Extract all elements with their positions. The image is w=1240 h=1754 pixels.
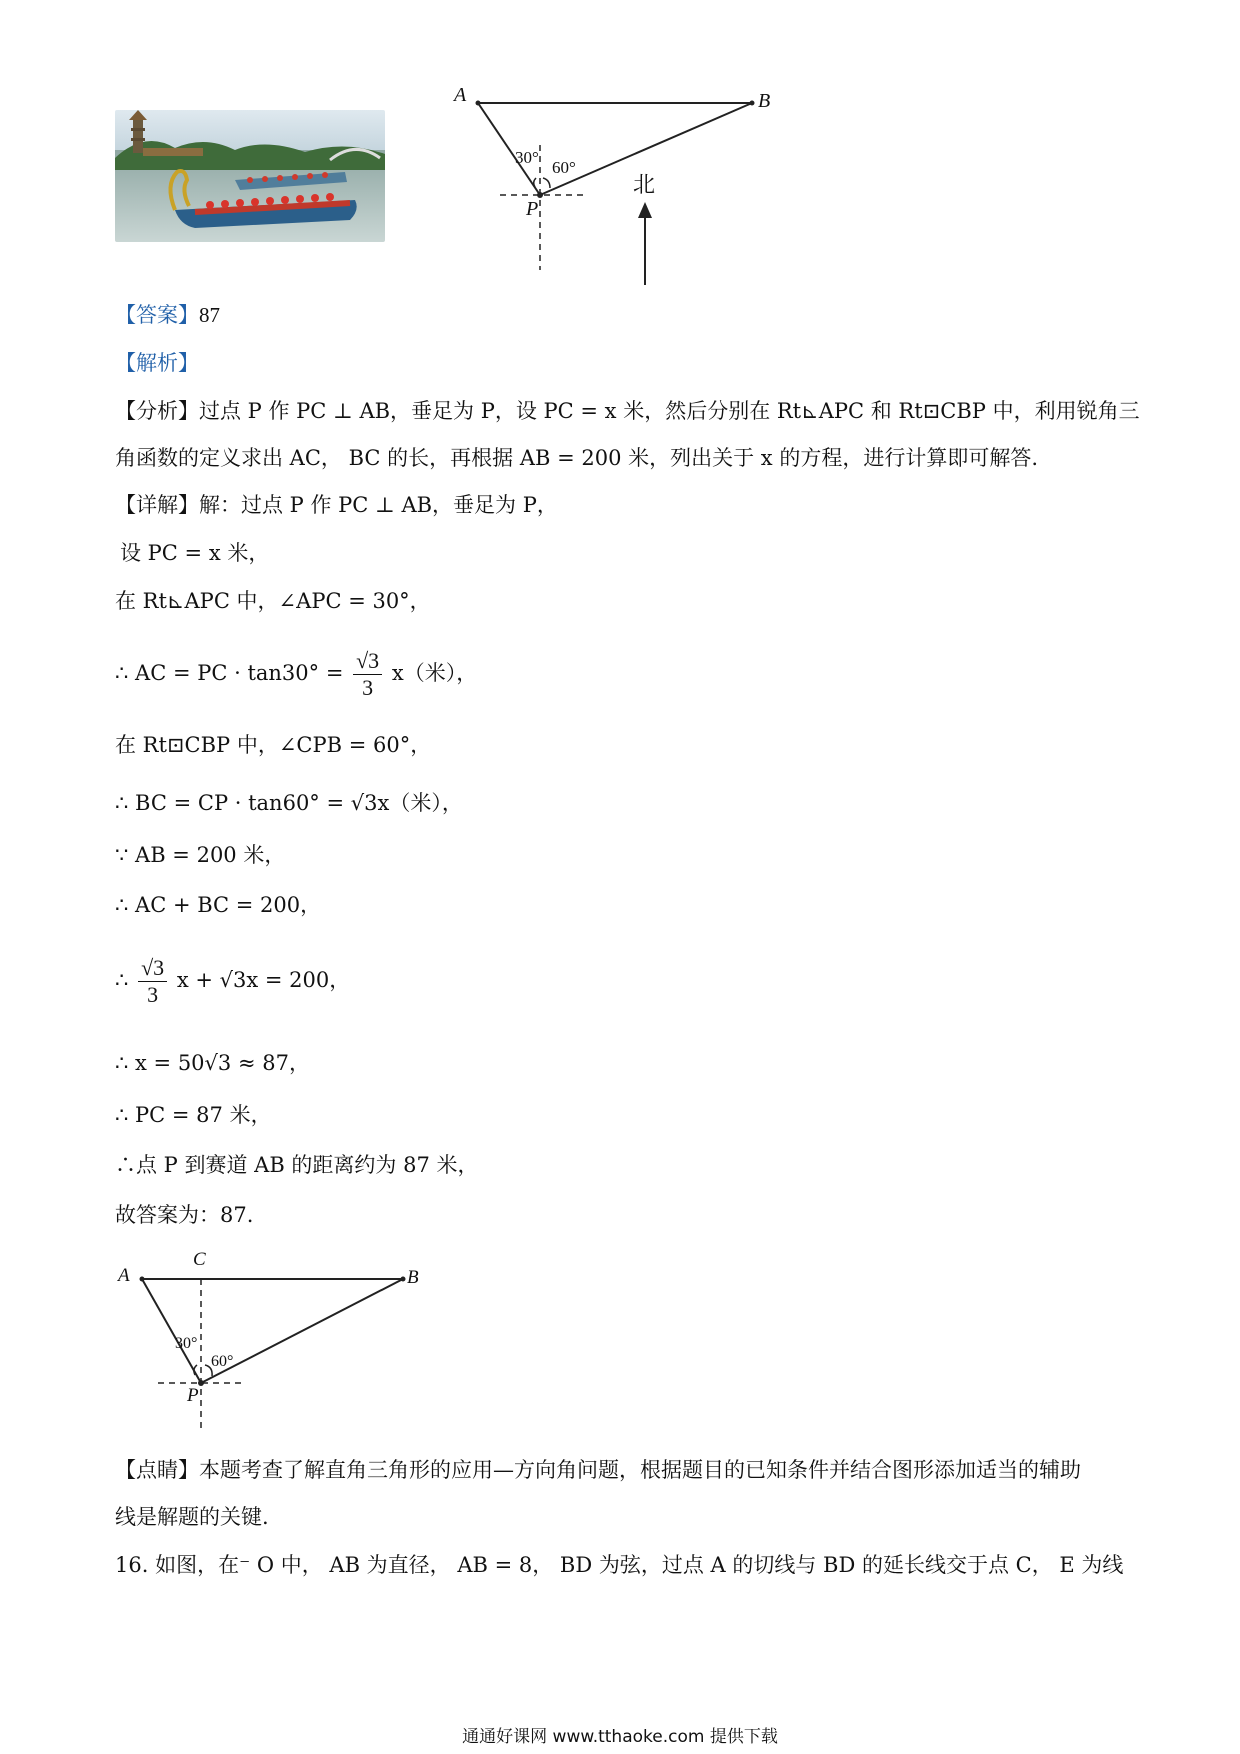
label-a: A (454, 84, 467, 106)
fraction-numerator-b: √3 (138, 955, 167, 982)
dianjing-line-2: 线是解题的关键. (115, 1505, 269, 1529)
fraction-denominator-b: 3 (147, 982, 159, 1007)
fraction-denominator: 3 (362, 675, 374, 700)
dianjing-label: 【点睛】 (115, 1458, 199, 1482)
xiangjie-line-2: 设 PC = x 米， (120, 541, 270, 565)
top-diagram (440, 84, 780, 290)
xiangjie-line-7: ∵ AB = 200 米， (115, 843, 286, 867)
fenxi-label: 【分析】 (115, 399, 199, 423)
angle-30-solution: 30° (175, 1335, 198, 1352)
fenxi-line-2 (115, 443, 1038, 473)
sum-equation-right: x + √3x = 200， (176, 968, 351, 992)
angle-30-label: 30° (515, 148, 539, 167)
analysis-heading-text: 【解析】 (115, 351, 199, 375)
xiangjie-line-6: ∴ BC = CP · tan60° = √3x（米）， (115, 791, 463, 815)
ac-equation-left: ∴ AC = PC · tan30° = (115, 661, 344, 685)
xiangjie-label: 【详解】 (115, 493, 199, 517)
ac-equation-right: x（米）， (391, 661, 478, 685)
dragon-boat-photo (115, 110, 385, 242)
xiangjie-line-12: ∴点 P 到赛道 AB 的距离约为 87 米， (115, 1153, 479, 1177)
xiangjie-line-10: ∴ x = 50√3 ≈ 87， (115, 1051, 310, 1075)
north-label: 北 (633, 173, 656, 198)
label-a-solution: A (118, 1265, 130, 1286)
answer-value: 87 (199, 303, 220, 327)
label-p-solution: P (187, 1385, 199, 1406)
angle-60-label: 60° (552, 158, 576, 177)
xiangjie-line-13: 故答案为：87. (115, 1203, 254, 1227)
xiangjie-line-3: 在 Rt⊾APC 中，∠APC = 30°， (115, 589, 431, 613)
fraction-sqrt3-over-3 (353, 648, 382, 701)
label-c-solution: C (193, 1249, 206, 1270)
xiangjie-text-1: 解：过点 P 作 PC ⊥ AB，垂足为 P， (199, 493, 558, 517)
fraction-numerator: √3 (353, 648, 382, 675)
xiangjie-line-9 (115, 952, 350, 1008)
xiangjie-line-4 (115, 645, 477, 701)
dianjing-line-1 (115, 1455, 1081, 1485)
analysis-heading (115, 348, 199, 378)
answer-line (115, 300, 220, 330)
solution-diagram (115, 1249, 435, 1435)
angle-60-solution: 60° (211, 1353, 234, 1370)
footer-source: 通通好课网 www.tthaoke.com 提供下载 (462, 1727, 778, 1747)
fenxi-text-1: 过点 P 作 PC ⊥ AB，垂足为 P，设 PC = x 米，然后分别在 Rt⊾APC 和 Rt⊡CBP 中，利用锐角三 (199, 399, 1140, 423)
label-p: P (526, 198, 539, 220)
question-16: 16. 如图，在⁻ O 中， AB 为直径， AB = 8， BD 为弦，过点 A 的切线与 BD 的延长线交于点 C， E 为线 (115, 1553, 1124, 1577)
fenxi-text-2: 角函数的定义求出 AC， BC 的长，再根据 AB = 200 米，列出关于 x 的方程，进行计算即可解答. (115, 446, 1038, 470)
xiangjie-line-8: ∴ AC + BC = 200， (115, 893, 322, 917)
therefore-symbol: ∴ (115, 968, 129, 992)
label-b: B (758, 90, 771, 112)
dianjing-text-1: 本题考查了解直角三角形的应用—方向角问题，根据题目的已知条件并结合图形添加适当的辅助 (199, 1458, 1081, 1482)
xiangjie-line-11: ∴ PC = 87 米， (115, 1103, 272, 1127)
xiangjie-line-1 (115, 490, 558, 520)
answer-label: 【答案】 (115, 303, 199, 327)
fenxi-line-1 (115, 396, 1140, 426)
label-b-solution: B (407, 1267, 419, 1288)
xiangjie-line-5: 在 Rt⊡CBP 中，∠CPB = 60°， (115, 733, 432, 757)
fraction-sqrt3-over-3-b (138, 955, 167, 1008)
